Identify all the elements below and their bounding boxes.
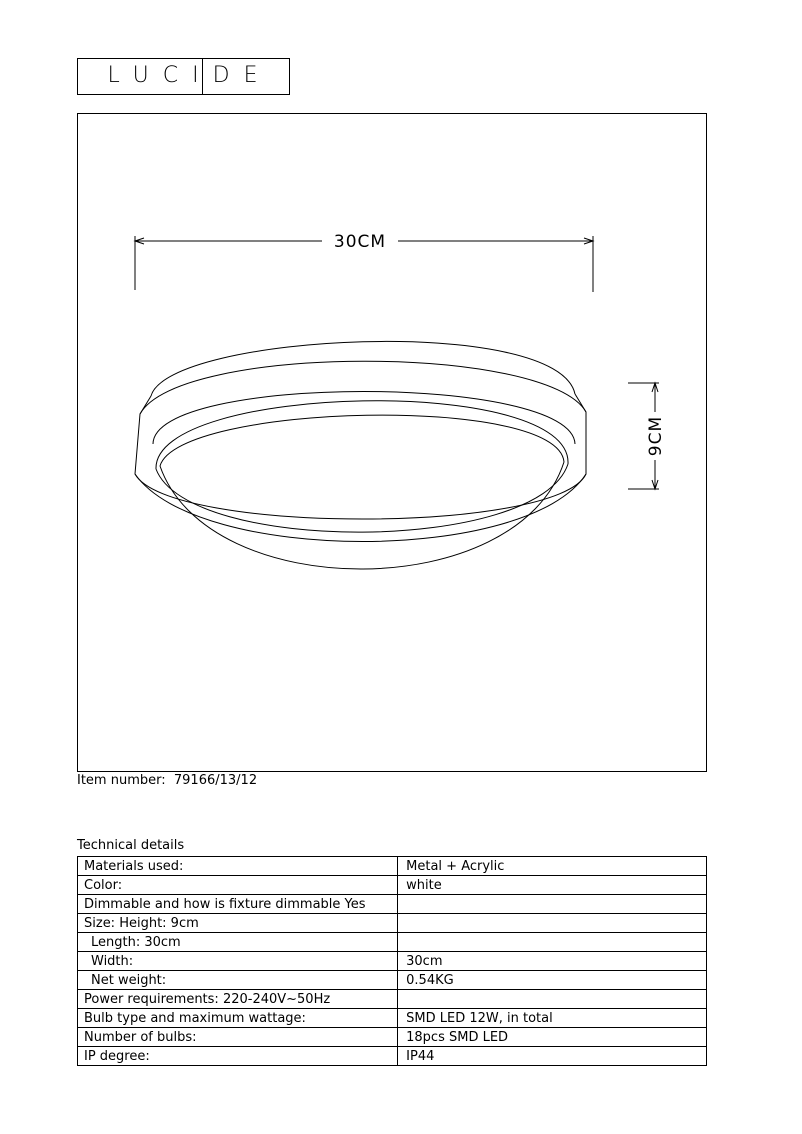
lamp-outline bbox=[135, 341, 586, 569]
spec-label: IP degree: bbox=[78, 1047, 398, 1066]
item-number-line bbox=[77, 773, 257, 788]
product-drawing bbox=[77, 113, 707, 772]
spec-value: 0.54KG bbox=[398, 971, 707, 990]
spec-label: Color: bbox=[78, 876, 398, 895]
spec-label: Bulb type and maximum wattage: bbox=[78, 1009, 398, 1028]
spec-label: Number of bulbs: bbox=[78, 1028, 398, 1047]
spec-row bbox=[78, 876, 707, 895]
spec-value bbox=[398, 895, 707, 914]
spec-value: IP44 bbox=[398, 1047, 707, 1066]
spec-value: SMD LED 12W, in total bbox=[398, 1009, 707, 1028]
spec-label: Power requirements: 220-240V~50Hz bbox=[78, 990, 398, 1009]
spec-row bbox=[78, 1028, 707, 1047]
spec-label: Length: 30cm bbox=[78, 933, 398, 952]
spec-value: Metal + Acrylic bbox=[398, 857, 707, 876]
spec-label: Dimmable and how is fixture dimmable Yes bbox=[78, 895, 398, 914]
spec-value bbox=[398, 914, 707, 933]
logo-text: LUCIDE bbox=[107, 63, 272, 88]
item-number-label: Item number: bbox=[77, 773, 166, 788]
spec-value bbox=[398, 990, 707, 1009]
spec-label: Width: bbox=[78, 952, 398, 971]
spec-label: Size: Height: 9cm bbox=[78, 914, 398, 933]
brand-logo bbox=[77, 58, 290, 95]
item-number-value: 79166/13/12 bbox=[173, 773, 258, 788]
spec-value: 30cm bbox=[398, 952, 707, 971]
technical-details-title: Technical details bbox=[77, 838, 185, 853]
spec-label: Materials used: bbox=[78, 857, 398, 876]
spec-row bbox=[78, 1047, 707, 1066]
spec-row bbox=[78, 933, 707, 952]
height-label: 9CM bbox=[646, 415, 666, 457]
spec-label: Net weight: bbox=[78, 971, 398, 990]
spec-row bbox=[78, 971, 707, 990]
width-label: 30CM bbox=[333, 232, 387, 252]
spec-row bbox=[78, 895, 707, 914]
spec-row bbox=[78, 857, 707, 876]
spec-value bbox=[398, 933, 707, 952]
spec-row bbox=[78, 914, 707, 933]
spec-row bbox=[78, 990, 707, 1009]
spec-value: white bbox=[398, 876, 707, 895]
spec-row bbox=[78, 1009, 707, 1028]
spec-value: 18pcs SMD LED bbox=[398, 1028, 707, 1047]
technical-details-table bbox=[77, 856, 707, 1066]
spec-row bbox=[78, 952, 707, 971]
